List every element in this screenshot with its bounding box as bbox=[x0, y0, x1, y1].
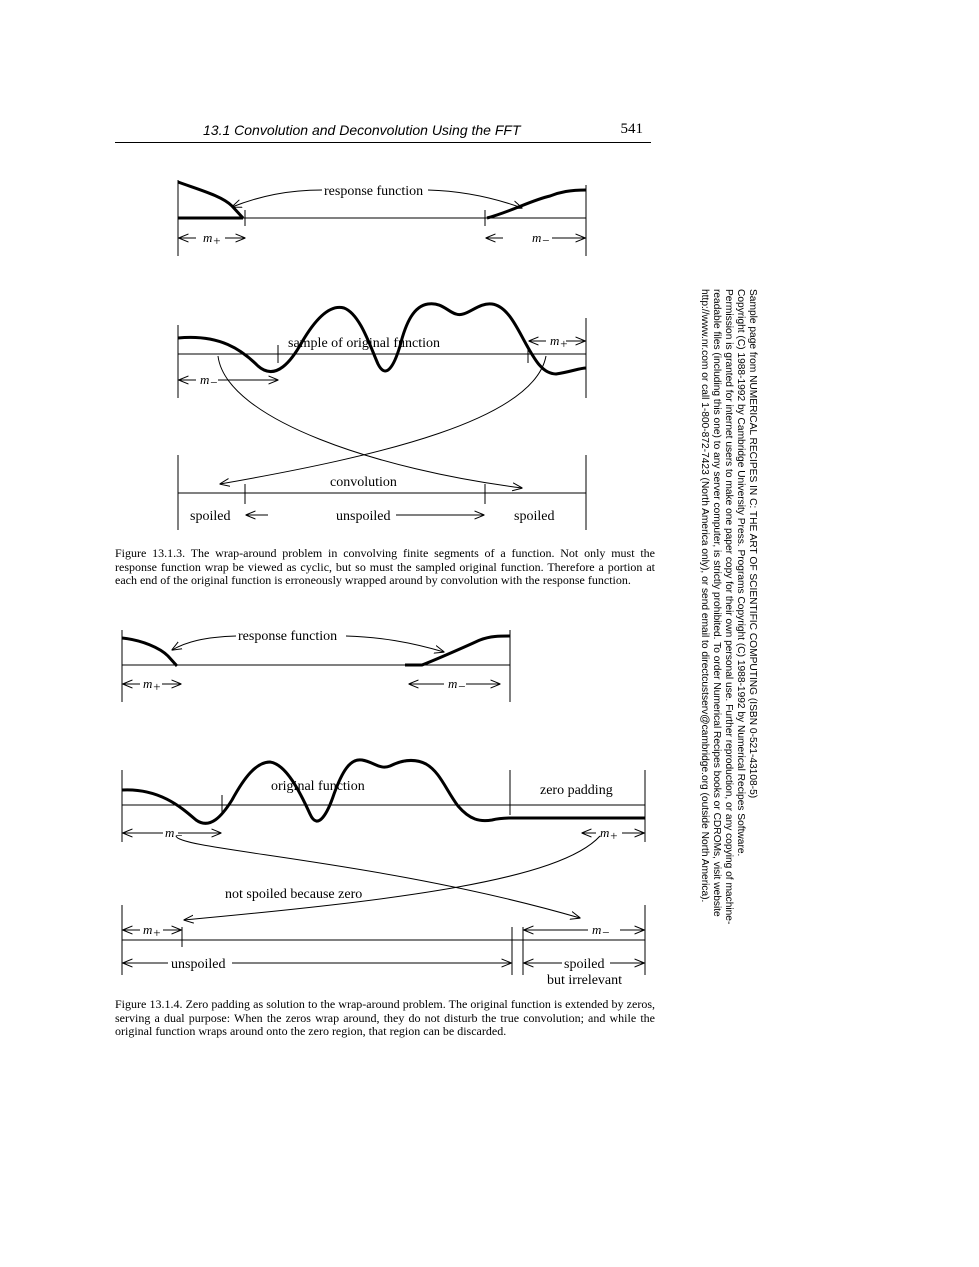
figure-13-1-3-caption: Figure 13.1.3. The wrap-around problem in convolving finite segments of a function. Not only must the response function wrap be viewed as cyclic, but so must the sampled original function. Therefore a portion at each end of the original function is erroneously wrapped around by convolution with the response function. bbox=[115, 546, 655, 587]
running-title: 13.1 Convolution and Deconvolution Using the FFT bbox=[203, 122, 521, 138]
fig3-m-minus-1: m− bbox=[532, 230, 551, 248]
copyright-line-3: Permission is granted for internet users to make one paper copy for their own personal use. Further reproduction, or any copying of machine- bbox=[723, 289, 734, 925]
copyright-line-5: http://www.nr.com or call 1-800-872-7423 (North America only), or send email to directcustserv@cambridge.org (outside North America). bbox=[699, 289, 710, 903]
fig4-irrelevant: but irrelevant bbox=[547, 973, 623, 988]
fig3-sample-label: sample of original function bbox=[288, 336, 441, 351]
copyright-side-note bbox=[698, 289, 758, 949]
fig3-convolution-label: convolution bbox=[330, 475, 397, 490]
fig3-response-label: response function bbox=[324, 184, 424, 199]
fig4-m-minus-3: m− bbox=[592, 922, 611, 940]
fig4-not-spoiled-label: not spoiled because zero bbox=[225, 887, 363, 902]
copyright-line-2: Copyright (C) 1988-1992 by Cambridge University Press. Programs Copyright (C) 1988-1992 by Numerical Recipes Software. bbox=[735, 289, 746, 857]
fig4-m-plus-3: m+ bbox=[143, 922, 162, 940]
fig3-spoiled-left: spoiled bbox=[190, 509, 231, 524]
fig3-spoiled-right: spoiled bbox=[514, 509, 555, 524]
fig4-m-minus-2: m− bbox=[165, 825, 184, 843]
fig3-m-plus-1: m+ bbox=[203, 230, 222, 248]
figure-13-1-4 bbox=[122, 630, 645, 975]
copyright-line-1: Sample page from NUMERICAL RECIPES IN C: THE ART OF SCIENTIFIC COMPUTING (ISBN 0-521-43108-5) bbox=[747, 289, 758, 799]
fig4-zero-padding-label: zero padding bbox=[540, 783, 613, 798]
fig4-spoiled: spoiled bbox=[564, 957, 605, 972]
fig4-m-plus-2: m+ bbox=[600, 825, 619, 843]
sample-panel bbox=[178, 304, 586, 488]
fig3-unspoiled: unspoiled bbox=[336, 509, 391, 524]
copyright-line-4: readable files (including this one) to any server computer, is strictly prohibited. To order Numerical Recipes books or CDROMs, visit website bbox=[711, 289, 722, 917]
figure-13-1-4-caption: Figure 13.1.4. Zero padding as solution to the wrap-around problem. The original function is extended by zeros, serving a dual purpose: When the zeros wrap around, they do not disturb the true convolution; and while the original function wraps around onto the zero region, that region can be discarded. bbox=[115, 997, 655, 1038]
fig3-m-plus-2: m+ bbox=[550, 333, 569, 351]
page-number: 541 bbox=[620, 121, 643, 137]
fig4-original-label: original function bbox=[271, 779, 365, 794]
fig4-unspoiled: unspoiled bbox=[171, 957, 226, 972]
copyright-text bbox=[698, 289, 758, 949]
fig4-m-plus-1: m+ bbox=[143, 676, 162, 694]
fig3-m-minus-2: m− bbox=[200, 372, 219, 390]
fig4-response-label: response function bbox=[238, 629, 338, 644]
fig4-m-minus-1: m− bbox=[448, 676, 467, 694]
